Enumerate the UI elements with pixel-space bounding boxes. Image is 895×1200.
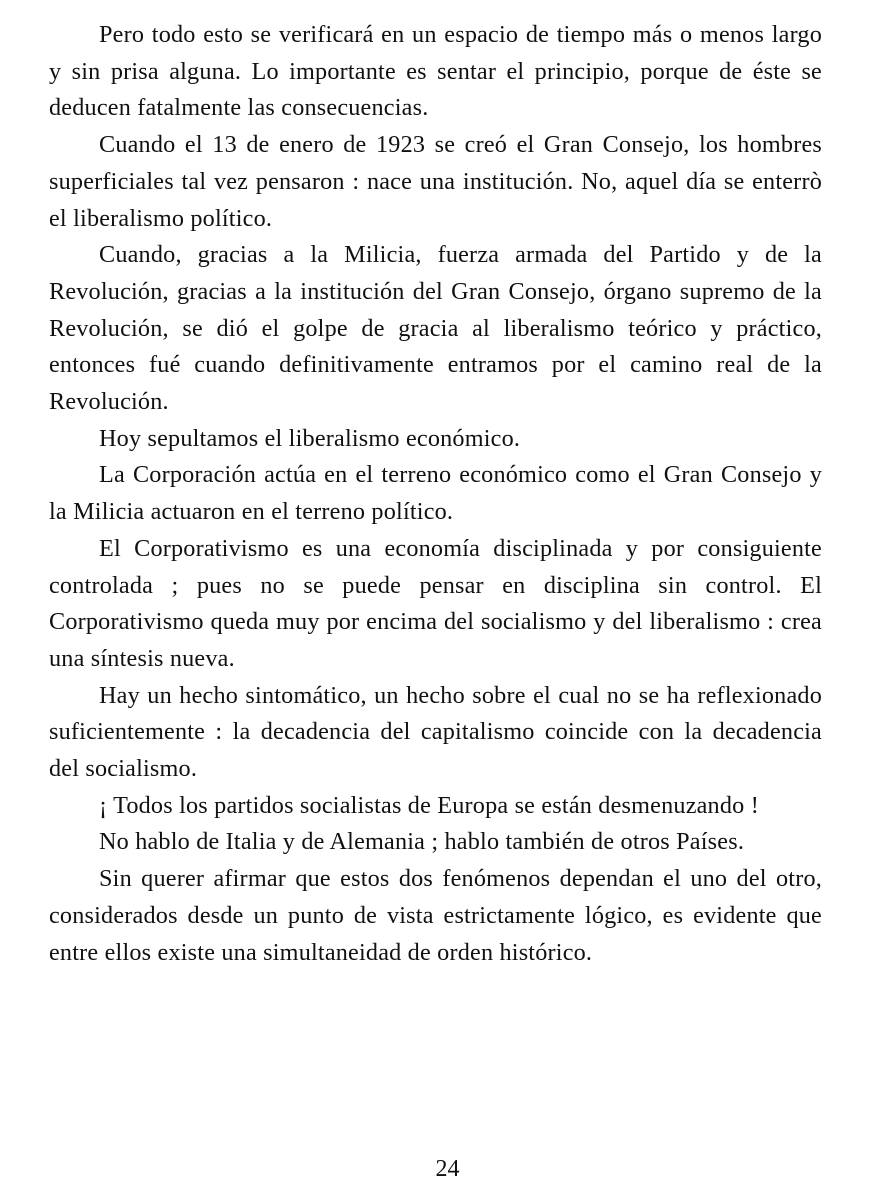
paragraph-5: La Corporación actúa en el terreno económico como el Gran Consejo y la Milicia actuaron en el terreno político. bbox=[49, 461, 822, 526]
page-text-body bbox=[49, 17, 822, 971]
paragraph-10: Sin querer afirmar que estos dos fenómenos dependan el uno del otro, considerados desde un punto de vista estrictamente lógico, es evidente que entre ellos existe una simultaneidad de orden histórico. bbox=[49, 865, 822, 966]
paragraph-6: El Corporativismo es una economía disciplinada y por consiguiente controlada ; pues no se puede pensar en disciplina sin control. El Corporativismo queda muy por encima del socialismo y del liberalismo : crea una síntesis nueva. bbox=[49, 534, 822, 672]
paragraph-8: ¡ Todos los partidos socialistas de Europa se están desmenuzando ! bbox=[99, 791, 759, 819]
page-number: 24 bbox=[435, 1156, 460, 1182]
paragraph-2: Cuando el 13 de enero de 1923 se creó el Gran Consejo, los hombres superficiales tal vez pensaron : nace una institución. No, aquel día se enterrò el liberalismo político. bbox=[49, 131, 822, 232]
paragraph-4: Hoy sepultamos el liberalismo económico. bbox=[99, 424, 521, 452]
paragraph-1: Pero todo esto se verificará en un espacio de tiempo más o menos largo y sin prisa alguna. Lo importante es sentar el principio, porque de éste se deducen fatalmente las consecuencias. bbox=[49, 21, 822, 122]
paragraph-3: Cuando, gracias a la Milicia, fuerza armada del Partido y de la Revolución, gracias a la institución del Gran Consejo, órgano supremo de la Revolución, se dió el golpe de gracia al liberalismo teórico y práctico, entonces fué cuando definitivamente entramos por el camino real de la Revolución. bbox=[49, 241, 822, 416]
paragraph-7: Hay un hecho sintomático, un hecho sobre el cual no se ha reflexionado suficientemente : la decadencia del capitalismo coincide con la decadencia del socialismo. bbox=[49, 681, 822, 783]
paragraph-9: No hablo de Italia y de Alemania ; hablo también de otros Países. bbox=[99, 828, 745, 856]
